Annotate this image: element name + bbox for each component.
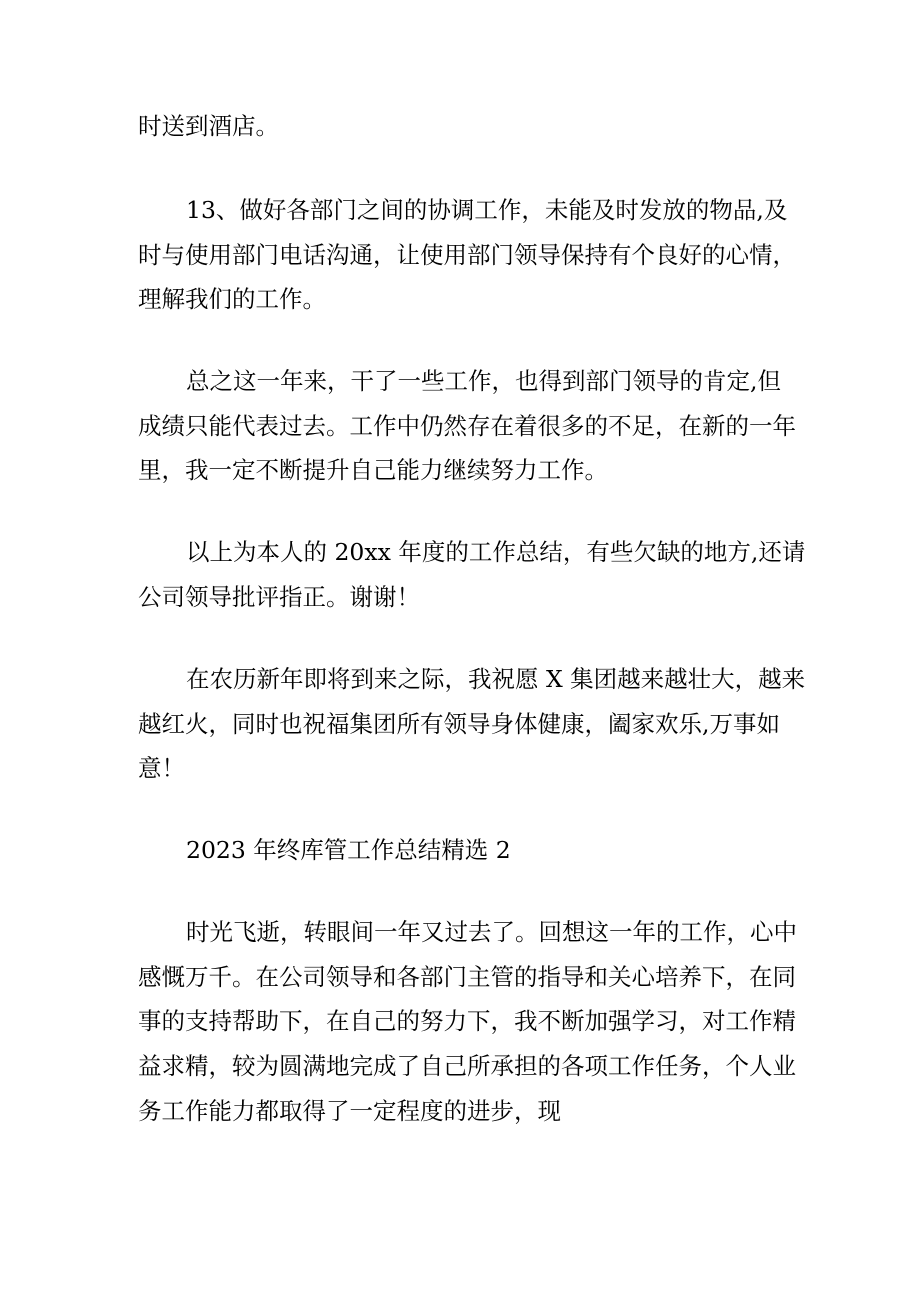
text-line: 公司领导批评指正。谢谢！ bbox=[138, 583, 420, 611]
text-line: 意！ bbox=[138, 754, 185, 782]
text-line: 时光飞逝，转眼间一年又过去了。回想这一年的工作，心中 bbox=[186, 918, 797, 946]
section-heading: 2023 年终库管工作总结精选 2 bbox=[186, 836, 511, 864]
text-line: 时送到酒店。 bbox=[138, 112, 279, 140]
text-line: 成绩只能代表过去。工作中仍然存在着很多的不足，在新的一年 bbox=[138, 412, 796, 440]
text-line: 里，我一定不断提升自己能力继续努力工作。 bbox=[138, 456, 608, 484]
text-line: 感慨万千。在公司领导和各部门主管的指导和关心培养下，在同 bbox=[138, 963, 796, 991]
text-line: 总之这一年来，干了一些工作，也得到部门领导的肯定,但 bbox=[186, 367, 781, 395]
text-line: 时与使用部门电话沟通，让使用部门领导保持有个良好的心情， bbox=[138, 241, 796, 269]
text-line: 在农历新年即将到来之际，我祝愿 X 集团越来越壮大，越来 bbox=[186, 665, 806, 693]
text-line: 事的支持帮助下，在自己的努力下，我不断加强学习，对工作精 bbox=[138, 1007, 796, 1035]
text-line: 益求精，较为圆满地完成了自己所承担的各项工作任务，个人业 bbox=[138, 1052, 796, 1080]
text-line: 以上为本人的 20xx 年度的工作总结，有些欠缺的地方,还请 bbox=[186, 538, 806, 566]
text-line: 越红火，同时也祝福集团所有领导身体健康，阖家欢乐,万事如 bbox=[138, 710, 780, 738]
text-line: 理解我们的工作。 bbox=[138, 285, 326, 313]
text-line: 13、做好各部门之间的协调工作，未能及时发放的物品,及 bbox=[186, 196, 788, 224]
text-line: 务工作能力都取得了一定程度的进步，现 bbox=[138, 1097, 561, 1125]
